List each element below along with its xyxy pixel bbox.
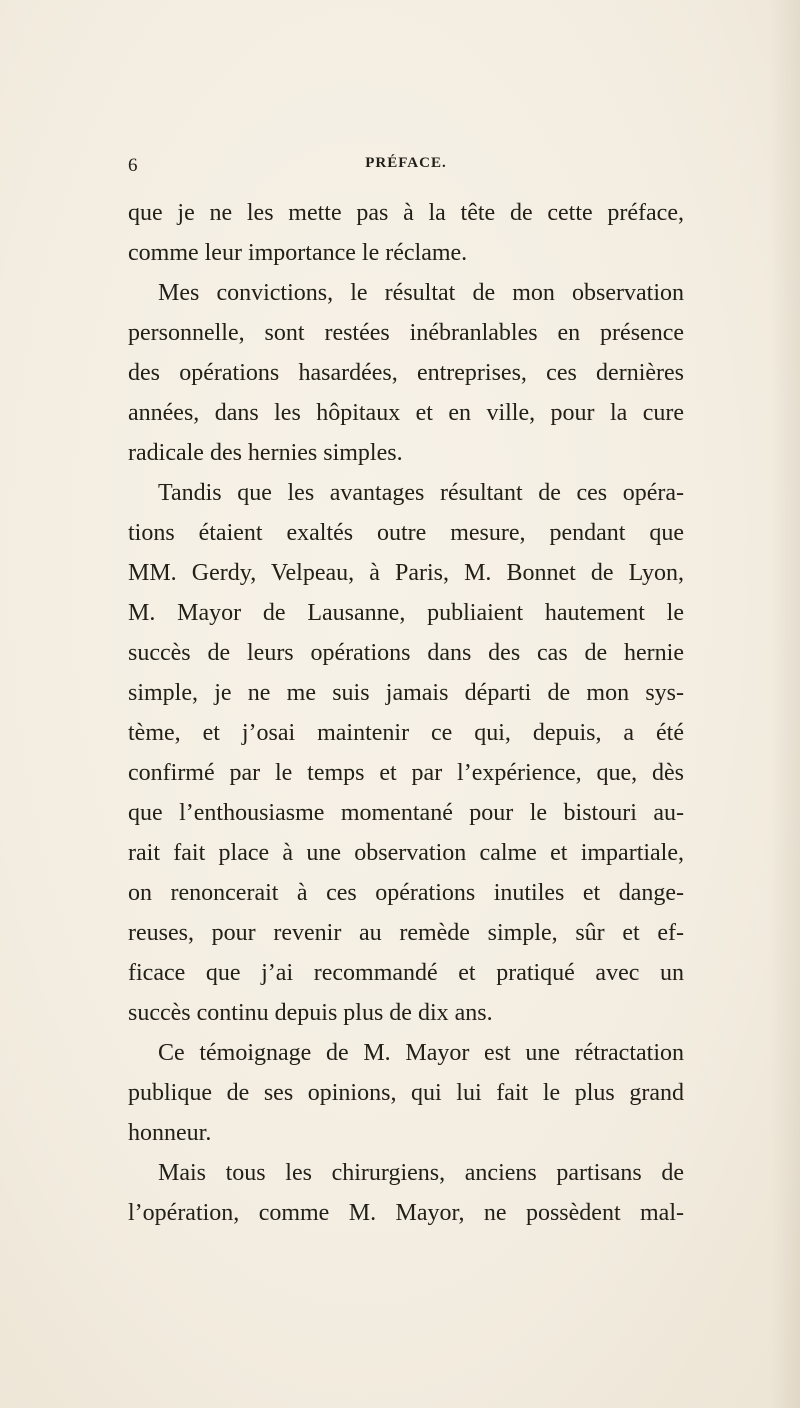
page-edge-shadow bbox=[770, 0, 800, 1408]
text-line: simple, je ne me suis jamais départi de mon sys- bbox=[128, 680, 684, 706]
text-line: MM. Gerdy, Velpeau, à Paris, M. Bonnet de Lyon, bbox=[128, 560, 684, 586]
text-line: l’opération, comme M. Mayor, ne possèdent mal- bbox=[128, 1200, 684, 1226]
text-line: tème, et j’osai maintenir ce qui, depuis, a été bbox=[128, 720, 684, 746]
text-line: reuses, pour revenir au remède simple, sûr et ef- bbox=[128, 920, 684, 946]
text-line: Tandis que les avantages résultant de ces opéra- bbox=[158, 480, 684, 506]
text-line: ficace que j’ai recommandé et pratiqué avec un bbox=[128, 960, 684, 986]
text-line: années, dans les hôpitaux et en ville, pour la cure bbox=[128, 400, 684, 426]
text-line: que l’enthousiasme momentané pour le bistouri au- bbox=[128, 800, 684, 826]
text-line: honneur. bbox=[128, 1120, 212, 1146]
text-line: rait fait place à une observation calme et impartiale, bbox=[128, 840, 684, 866]
text-line: des opérations hasardées, entreprises, ces dernières bbox=[128, 360, 684, 386]
text-line: tions étaient exaltés outre mesure, pendant que bbox=[128, 520, 684, 546]
text-line: on renoncerait à ces opérations inutiles et dange- bbox=[128, 880, 684, 906]
text-line: comme leur importance le réclame. bbox=[128, 240, 468, 266]
text-line: Mais tous les chirurgiens, anciens partisans de bbox=[158, 1160, 684, 1186]
text-line: que je ne les mette pas à la tête de cette préface, bbox=[128, 200, 684, 226]
text-line: Ce témoignage de M. Mayor est une rétractation bbox=[158, 1040, 684, 1066]
text-line: publique de ses opinions, qui lui fait le plus grand bbox=[128, 1080, 684, 1106]
running-head bbox=[128, 155, 684, 179]
running-title: PRÉFACE. bbox=[365, 155, 447, 171]
page-number: 6 bbox=[128, 155, 138, 176]
text-line: succès de leurs opérations dans des cas de hernie bbox=[128, 640, 684, 666]
text-line: radicale des hernies simples. bbox=[128, 440, 403, 466]
text-line: succès continu depuis plus de dix ans. bbox=[128, 1000, 493, 1026]
text-line: M. Mayor de Lausanne, publiaient hautement le bbox=[128, 600, 684, 626]
body-text bbox=[128, 193, 684, 1233]
text-line: Mes convictions, le résultat de mon observation bbox=[158, 280, 684, 306]
text-line: confirmé par le temps et par l’expérience, que, dès bbox=[128, 760, 684, 786]
text-line: personnelle, sont restées inébranlables en présence bbox=[128, 320, 684, 346]
